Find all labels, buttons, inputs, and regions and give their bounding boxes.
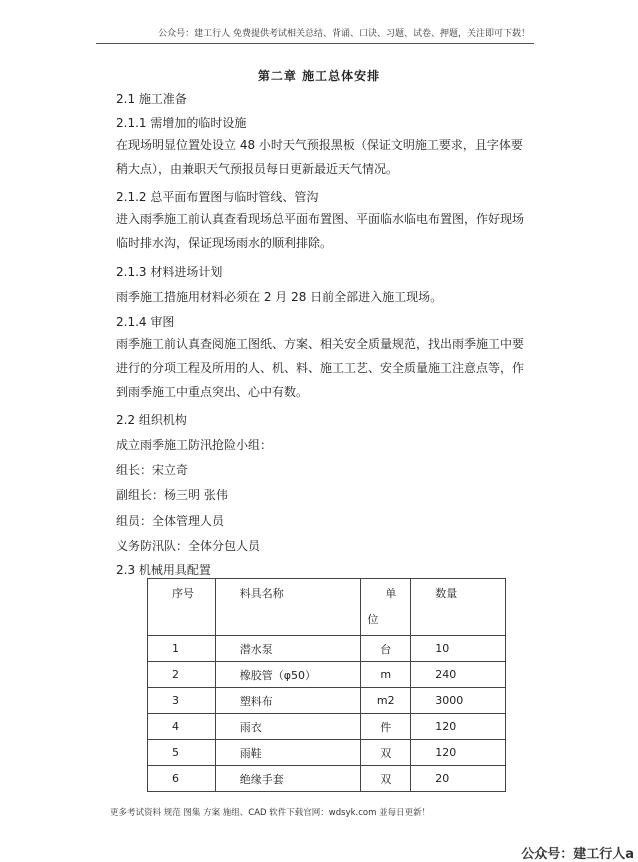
equipment-table bbox=[147, 578, 506, 792]
cell-qty: 10 bbox=[411, 636, 506, 662]
cell-qty: 120 bbox=[411, 740, 506, 766]
table-row bbox=[148, 662, 506, 688]
cell-unit: 双 bbox=[361, 740, 411, 766]
header-no: 序号 bbox=[148, 579, 216, 636]
cell-name: 潜水泵 bbox=[215, 636, 361, 662]
cell-no: 5 bbox=[148, 740, 216, 766]
section-heading: 2.1.1 需增加的临时设施 bbox=[116, 116, 247, 130]
watermark: 公众号：建工行人a bbox=[521, 847, 634, 862]
header-divider bbox=[96, 43, 534, 44]
paragraph: 成立雨季施工防汛抢险小组： bbox=[116, 438, 273, 452]
cell-qty: 3000 bbox=[411, 688, 506, 714]
header-qty: 数量 bbox=[411, 579, 506, 636]
cell-name: 雨衣 bbox=[215, 714, 361, 740]
cell-unit: 双 bbox=[361, 766, 411, 792]
cell-unit: m2 bbox=[361, 688, 411, 714]
table-header-row bbox=[148, 579, 506, 636]
cell-name: 绝缘手套 bbox=[215, 766, 361, 792]
paragraph: 雨季施工前认真查阅施工图纸、方案、相关安全质量规范，找出雨季施工中要进行的分项工程及所用的人、机、料、施工工艺、安全质量施工注意点等，作到雨季施工中重点突出、心中有数。 bbox=[116, 337, 525, 399]
org-leader: 组长：宋立奇 bbox=[116, 463, 189, 477]
cell-no: 1 bbox=[148, 636, 216, 662]
org-volunteers: 义务防汛队：全体分包人员 bbox=[116, 539, 261, 553]
cell-unit: 台 bbox=[361, 636, 411, 662]
cell-qty: 240 bbox=[411, 662, 506, 688]
section-heading: 2.3 机械用具配置 bbox=[116, 563, 211, 577]
chapter-title: 第二章 施工总体安排 bbox=[257, 69, 381, 83]
section-heading: 2.2 组织机构 bbox=[116, 413, 187, 427]
header-unit bbox=[361, 579, 411, 636]
cell-qty: 20 bbox=[411, 766, 506, 792]
table-row bbox=[148, 766, 506, 792]
cell-name: 雨鞋 bbox=[215, 740, 361, 766]
paragraph: 在现场明显位置处设立 48 小时天气预报黑板（保证文明施工要求，且字体要稍大点），由兼职天气预报员每日更新最近天气情况。 bbox=[116, 138, 523, 176]
table-row bbox=[148, 688, 506, 714]
paragraph: 进入雨季施工前认真查看现场总平面布置图、平面临水临电布置图，作好现场临时排水沟，保证现场雨水的顺利排除。 bbox=[116, 212, 525, 250]
cell-no: 6 bbox=[148, 766, 216, 792]
section-heading: 2.1 施工准备 bbox=[116, 92, 187, 106]
table-row bbox=[148, 636, 506, 662]
table-row bbox=[148, 740, 506, 766]
cell-name: 橡胶管（φ50） bbox=[215, 662, 361, 688]
table-row bbox=[148, 714, 506, 740]
header-note: 公众号：建工行人 免费提供考试相关总结、背诵、口诀、习题、试卷、押题，关注即可下载！ bbox=[158, 29, 530, 39]
paragraph: 雨季施工措施用材料必须在 2 月 28 日前全部进入施工现场。 bbox=[116, 290, 443, 304]
org-members: 组员：全体管理人员 bbox=[116, 514, 225, 528]
header-unit-a: 单 bbox=[385, 587, 397, 600]
cell-unit: 件 bbox=[361, 714, 411, 740]
header-unit-b: 位 bbox=[367, 613, 379, 626]
org-deputy: 副组长：杨三明 张伟 bbox=[116, 488, 228, 502]
section-heading: 2.1.3 材料进场计划 bbox=[116, 265, 223, 279]
cell-no: 3 bbox=[148, 688, 216, 714]
cell-no: 4 bbox=[148, 714, 216, 740]
cell-unit: m bbox=[361, 662, 411, 688]
cell-name: 塑料布 bbox=[215, 688, 361, 714]
section-heading: 2.1.2 总平面布置图与临时管线、管沟 bbox=[116, 190, 319, 204]
cell-no: 2 bbox=[148, 662, 216, 688]
cell-qty: 120 bbox=[411, 714, 506, 740]
header-name: 料具名称 bbox=[215, 579, 361, 636]
footer-note: 更多考试资料 规范 图集 方案 施组、CAD 软件下载官网：wdsyk.com 並每日更新！ bbox=[110, 808, 431, 818]
section-heading: 2.1.4 审图 bbox=[116, 315, 175, 329]
